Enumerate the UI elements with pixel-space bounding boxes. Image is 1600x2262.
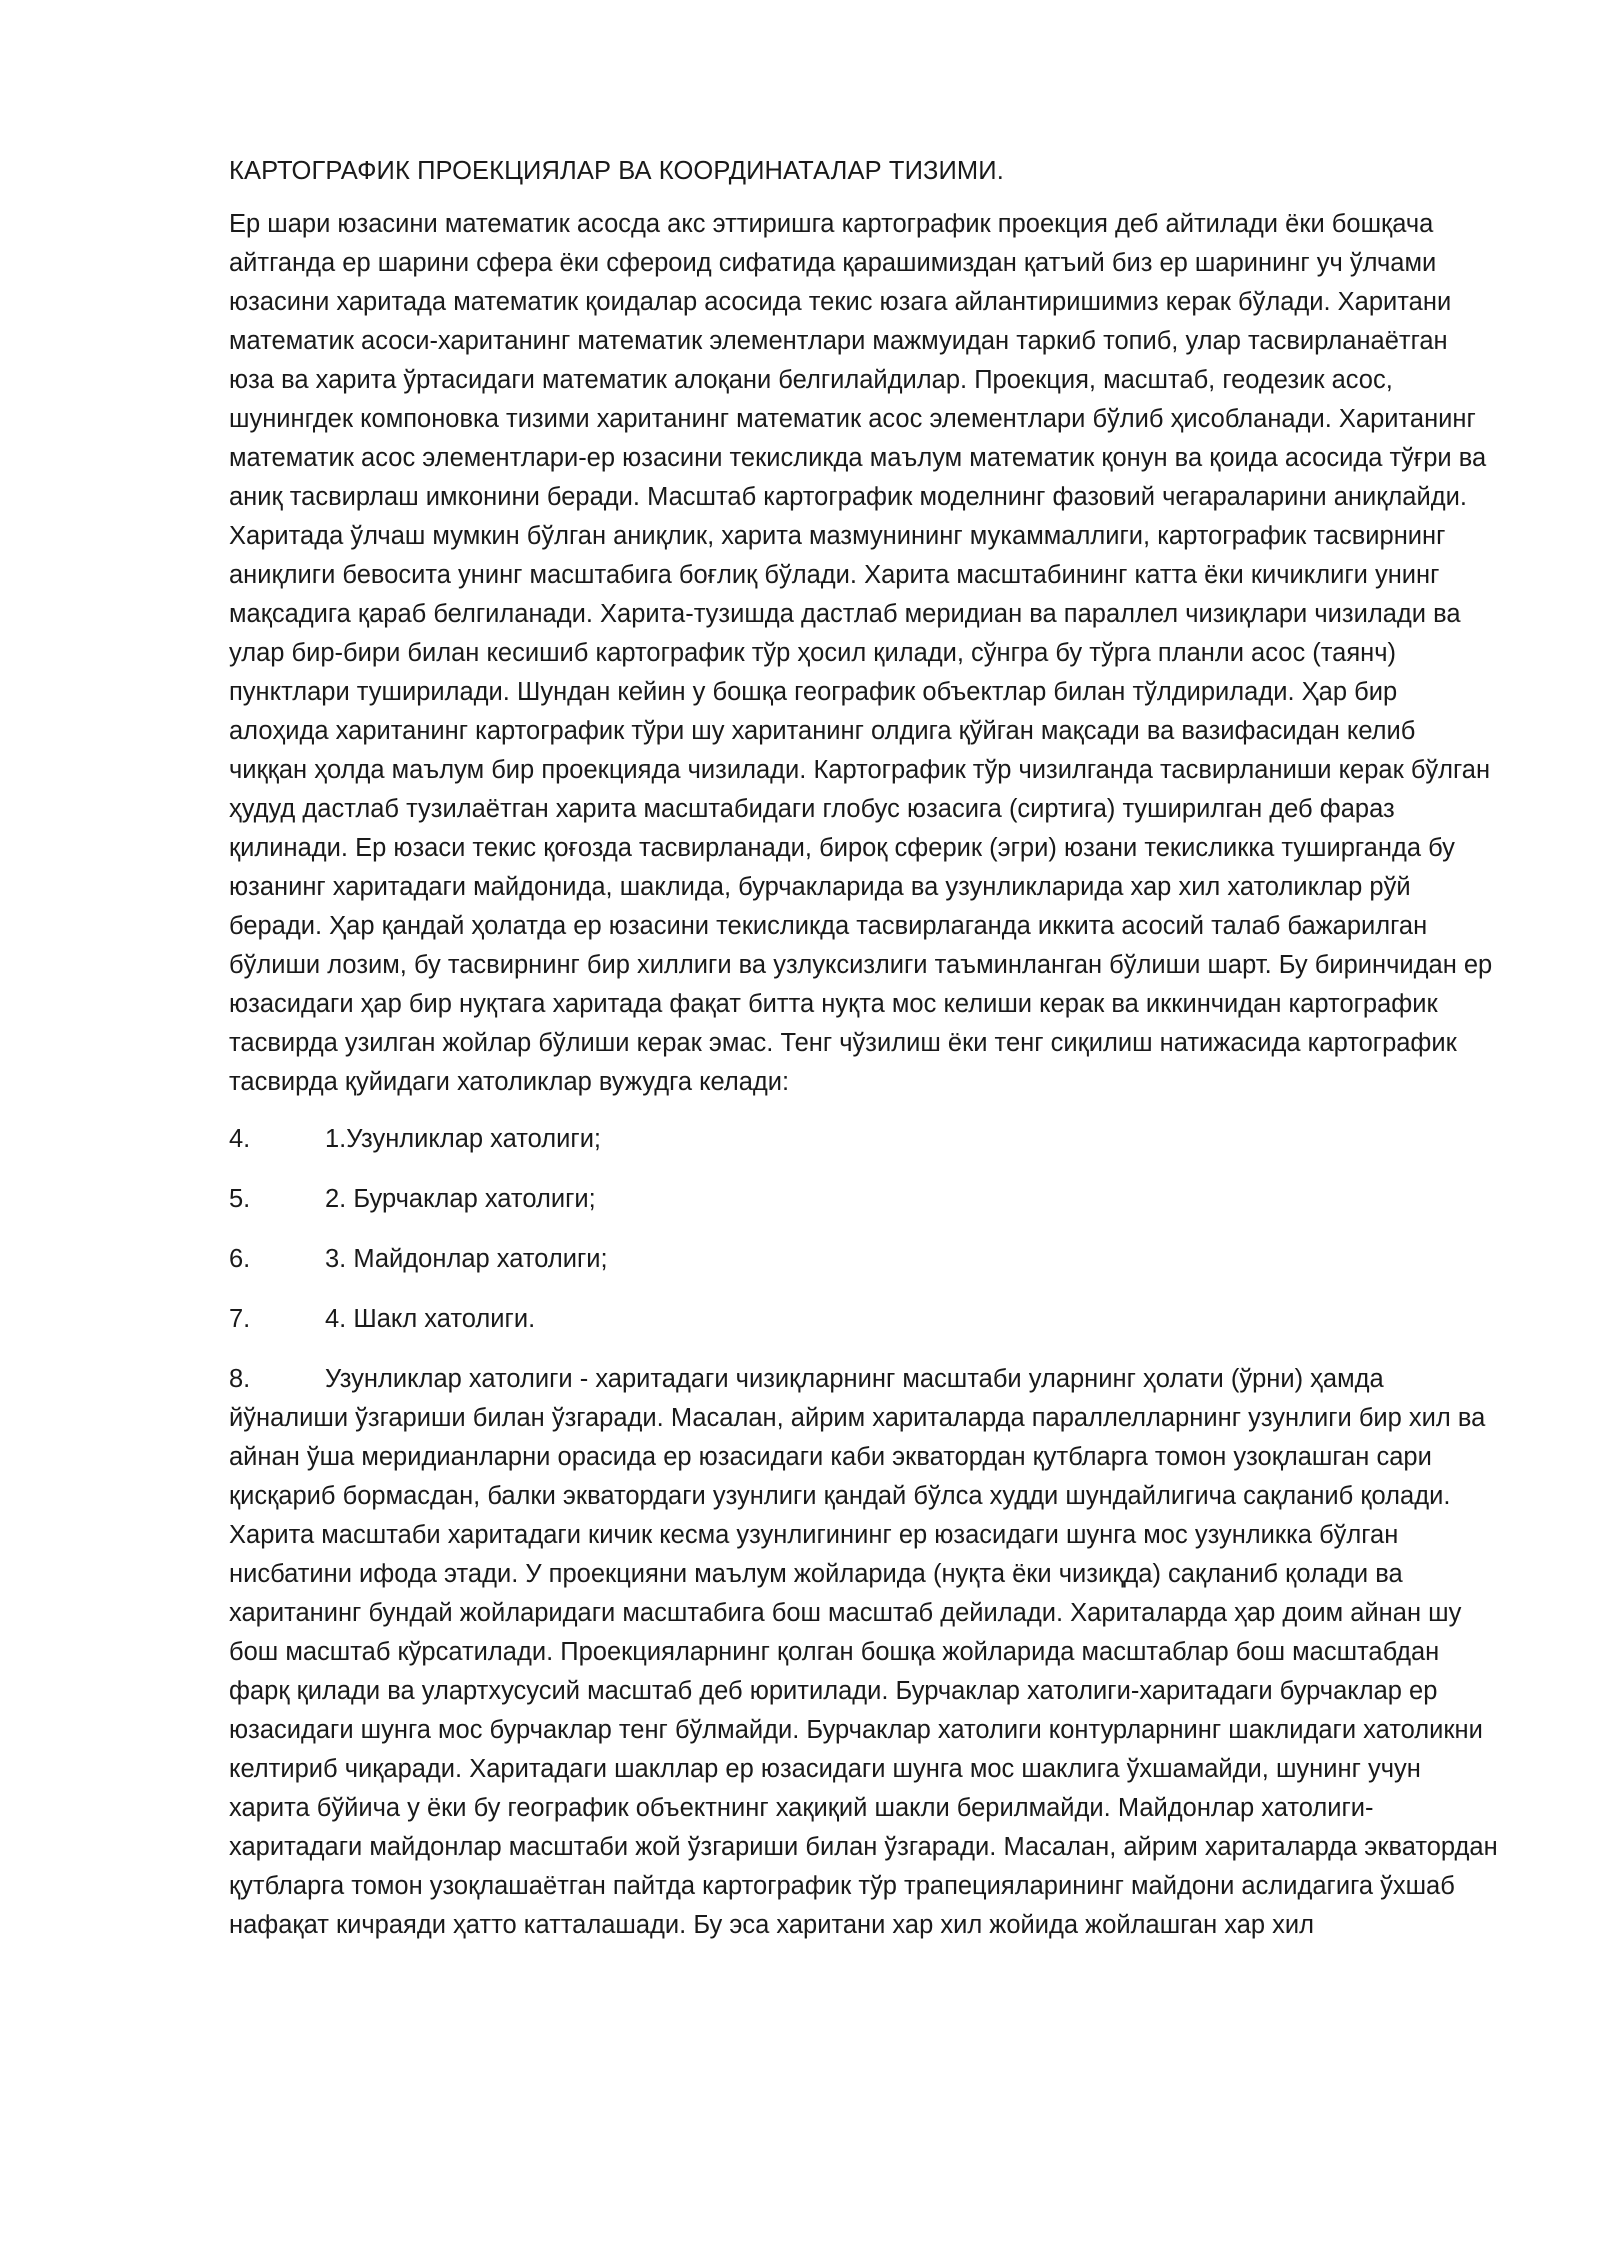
list-item-number: 6.: [229, 1245, 251, 1273]
list-item-text: 2. Бурчаклар хатолиги;: [325, 1185, 596, 1213]
list-item: [229, 1180, 1499, 1219]
list-item: [229, 1120, 1499, 1159]
list-item-number: 4.: [229, 1125, 251, 1153]
final-paragraph: [229, 1360, 1499, 1945]
document-content: [229, 152, 1499, 1945]
list-item-text: 1.Узунликлар хатолиги;: [325, 1125, 602, 1153]
final-paragraph-number: 8.: [229, 1365, 251, 1393]
list-item-number: 5.: [229, 1185, 251, 1213]
document-title: КАРТОГРАФИК ПРОЕКЦИЯЛАР ВА КООРДИНАТАЛАР ТИЗИМИ.: [229, 157, 1004, 185]
error-types-list: [229, 1120, 1499, 1339]
list-item: [229, 1300, 1499, 1339]
intro-paragraph: Ер шари юзасини математик асосда акс эттиришга картографик проекция деб айтилади ёки бошқача айтганда ер шарини сфера ёки сфероид сифатида қарашимиздан қатъий биз ер шарининг уч ўлчами юзасини харитада математик қоидалар асосида текис юзага айлантиришимиз керак бўлади. Харитани математик асоси-хаританинг математик элементлари мажмуидан таркиб топиб, улар тасвирланаётган юза ва харита ўртасидаги математик алоқани белгилайдилар. Проекция, масштаб, геодезик асос, шунингдек компоновка тизими хаританинг математик асос элементлари бўлиб ҳисобланади. Хаританинг математик асос элементлари-ер юзасини текисликда маълум математик қонун ва қоида асосида тўғри ва аниқ тасвирлаш имконини беради. Масштаб картографик моделнинг фазовий чегараларини аниқлайди. Харитада ўлчаш мумкин бўлган аниқлик, харита мазмунининг мукаммаллиги, картографик тасвирнинг аниқлиги бевосита унинг масштабига боғлиқ бўлади. Харита масштабининг катта ёки кичиклиги унинг мақсадига қараб белгиланади. Харита-тузишда дастлаб меридиан ва параллел чизиқлари чизилади ва улар бир-бири билан кесишиб картографик тўр ҳосил қилади, сўнгра бу тўрга планли асос (таянч) пунктлари туширилади. Шундан кейин у бошқа географик объектлар билан тўлдирилади. Ҳар бир алоҳида хаританинг картографик тўри шу хаританинг олдига қўйган мақсади ва вазифасидан келиб чиққан ҳолда маълум бир проекцияда чизилади. Картографик тўр чизилганда тасвирланиши керак бўлган ҳудуд дастлаб тузилаётган харита масштабидаги глобус юзасига (сиртига) туширилган деб фараз қилинади. Ер юзаси текис қоғозда тасвирланади, бироқ сферик (эгри) юзани текисликка туширганда бу юзанинг харитадаги майдонида, шаклида, бурчакларида ва узунликларида хар хил хатоликлар рўй беради. Ҳар қандай ҳолатда ер юзасини текисликда тасвирлаганда иккита асосий талаб бажарилган бўлиши лозим, бу тасвирнинг бир хиллиги ва узлуксизлиги таъминланган бўлиши шарт. Бу биринчидан ер юзасидаги ҳар бир нуқтага харитада фақат битта нуқта мос келиши керак ва иккинчидан картографик тасвирда узилган жойлар бўлиши керак эмас. Тенг чўзилиш ёки тенг сиқилиш натижасида картографик тасвирда қуйидаги хатоликлар вужудга келади:: [229, 210, 1493, 1096]
list-item-text: 4. Шакл хатолиги.: [325, 1305, 536, 1333]
list-item-text: 3. Майдонлар хатолиги;: [325, 1245, 608, 1273]
list-item-number: 7.: [229, 1305, 251, 1333]
list-item: [229, 1240, 1499, 1279]
final-paragraph-text: Узунликлар хатолиги - харитадаги чизиқларнинг масштаби уларнинг ҳолати (ўрни) ҳамда йўналиши ўзгариши билан ўзгаради. Масалан, айрим хариталарда параллелларнинг узунлиги бир хил ва айнан ўша меридианларни орасида ер юзасидаги каби экватордан қутбларга томон узоқлашган сари қисқариб бормасдан, балки экватордаги узунлиги қандай бўлса худди шундайлигича сақланиб қолади. Харита масштаби харитадаги кичик кесма узунлигининг ер юзасидаги шунга мос узунликка бўлган нисбатини ифода этади. У проекцияни маълум жойларида (нуқта ёки чизиқда) сақланиб қолади ва хаританинг бундай жойларидаги масштабига бош масштаб дейилади. Хариталарда ҳар доим айнан шу бош масштаб кўрсатилади. Проекцияларнинг қолган бошқа жойларида масштаблар бош масштабдан фарқ қилади ва улартхусусий масштаб деб юритилади. Бурчаклар хатолиги-харитадаги бурчаклар ер юзасидаги шунга мос бурчаклар тенг бўлмайди. Бурчаклар хатолиги контурларнинг шаклидаги хатоликни келтириб чиқаради. Харитадаги шакллар ер юзасидаги шунга мос шаклига ўхшамайди, шунинг учун харита бўйича у ёки бу географик объектнинг хақиқий шакли берилмайди. Майдонлар хатолиги-харитадаги майдонлар масштаби жой ўзгариши билан ўзгаради. Масалан, айрим хариталарда экватордан қутбларга томон узоқлашаётган пайтда картографик тўр трапецияларининг майдони аслидагига ўхшаб нафақат кичраяди ҳатто катталашади. Бу эса харитани хар хил жойида жойлашган хар хил: [229, 1365, 1498, 1939]
